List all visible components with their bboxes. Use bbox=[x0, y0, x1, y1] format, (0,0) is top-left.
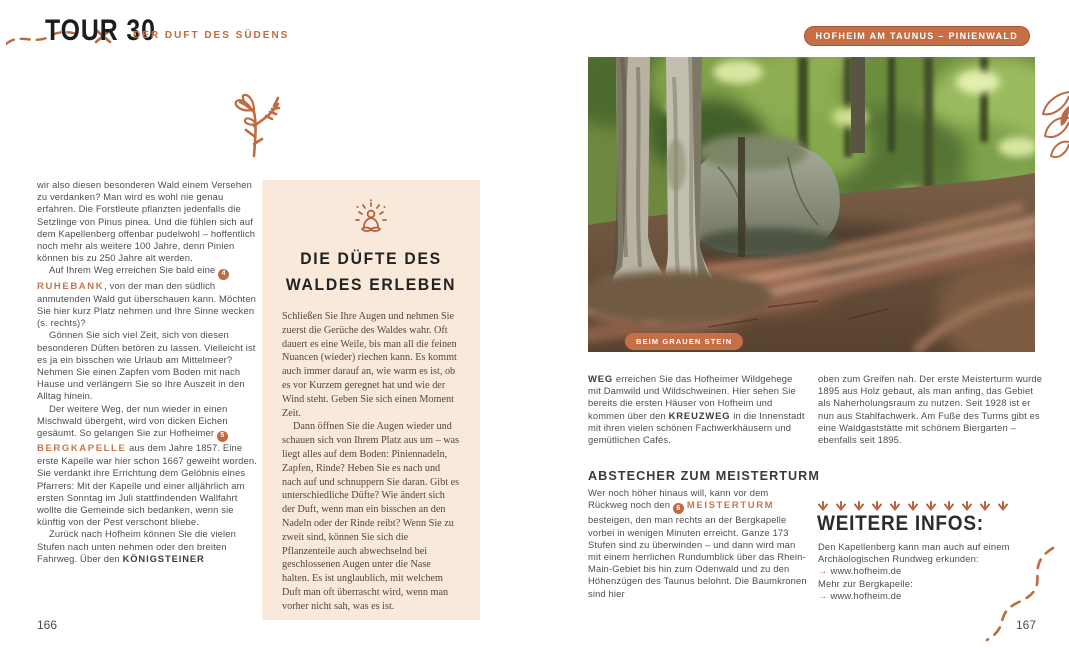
left-text-column bbox=[37, 179, 259, 565]
page-number-right: 167 bbox=[1015, 618, 1036, 632]
bird-track-icon bbox=[854, 501, 864, 511]
paragraph: Schließen Sie Ihre Augen und nehmen Sie zuerst die Gerüche des Waldes wahr. Oft dauert es eine Weile, bis man all die feinen Nuancen (wieder) riechen kann. Es kommt auch immer darauf an, wie warm es ist, ob es vor Kurzem geregnet hat und wie der Wind steht. Geben Sie sich einen Moment Zeit. bbox=[282, 311, 457, 419]
location-badge: HOFHEIM AM TAUNUS – PINIENWALD bbox=[804, 26, 1031, 46]
text-run: , von der man den südlich anmutenden Wald gut überschauen kann. Möchten Sie hier kurz Platz nehmen und Ihre Sinne wecken (s. rechts)? bbox=[37, 279, 257, 329]
paragraph bbox=[37, 528, 259, 565]
paragraph bbox=[37, 264, 259, 329]
box-body bbox=[262, 310, 480, 614]
bird-track-icon bbox=[962, 501, 972, 511]
bird-track-icon bbox=[836, 501, 846, 511]
paragraph: Dann öffnen Sie die Augen wieder und schauen sich von Ihrem Platz aus um – was liegt alles auf dem Boden: Piniennadeln, Zapfen, Rinde? Heben Sie es nach und nach auf und schnuppern Sie daran. Gibt es unterschiedliche Düfte? Wie ändert sich der Duft, wenn man ein bisschen an den Nadeln oder der Rinde reibt? Wenn Sie zu zweit sind, können Sie sich die Pflanzenteile auch abwechselnd bei geschlossenen Augen unter die Nase halten. Es ist unglaublich, mit welchem Duft man oft überrascht wird, wenn man vorher nicht sah, was es ist. bbox=[282, 421, 460, 612]
text-run: Zurück nach Hofheim können Sie die vielen Stufen nach unten nehmen oder den breiten Fahrweg. Über den bbox=[37, 528, 236, 564]
infos-line: Den Kapellenberg kann man auch auf einem Archäologischen Rundweg erkunden: bbox=[818, 541, 1010, 565]
bird-track-icon bbox=[998, 501, 1008, 511]
text-run: in die Innenstadt mit ihren vielen schönen Fachwerkhäusern und gemütlichen Cafés. bbox=[588, 409, 805, 446]
text-run: wir also diesen besonderen Wald einem Versehen zu verdanken? Man wird es wohl nie genau erfahren. Die Forstleute pflanzten jedenfalls die Setzlinge von Pinus pinea. Und die fühlen sich auf dem Kapellenberg offenbar pudelwohl – hoffentlich noch mehr als weitere 100 Jahre, denn Pinien können bis zu 250 Jahre alt werden. bbox=[37, 179, 256, 264]
waypoint-marker-meisterturm: 6 bbox=[673, 503, 684, 514]
link-arrow-icon: → bbox=[818, 589, 828, 601]
bird-track-divider bbox=[818, 501, 1008, 511]
infos-line: Mehr zur Bergkapelle: bbox=[818, 577, 913, 589]
keyword-weg: WEG bbox=[588, 373, 614, 384]
text-run: erreichen Sie das Hofheimer Wildgehege mit Damwild und Wildschweinen. Hier sehen Sie bereits die ersten Häuser von Hofheim und kommen über den bbox=[588, 373, 796, 421]
tour-title: TOUR 30 bbox=[45, 14, 156, 47]
bird-track-icon bbox=[926, 501, 936, 511]
hofheim-link-1[interactable]: www.hofheim.de bbox=[830, 565, 902, 577]
text-run: Wer noch höher hinaus will, kann vor dem Rückweg noch den bbox=[588, 487, 769, 511]
twig-icon bbox=[224, 92, 286, 158]
bird-track-icon bbox=[908, 501, 918, 511]
keyword-ruhebank: RUHEBANK bbox=[37, 280, 105, 292]
bird-track-icon bbox=[818, 501, 828, 511]
paragraph bbox=[37, 329, 259, 402]
bird-track-icon bbox=[890, 501, 900, 511]
bird-track-icon bbox=[980, 501, 990, 511]
box-title-line1: DIE DÜFTE DES bbox=[300, 250, 442, 268]
hofheim-link-2[interactable]: www.hofheim.de bbox=[830, 589, 902, 601]
paragraph bbox=[37, 403, 259, 529]
link-arrow-icon: → bbox=[818, 565, 828, 577]
waypoint-marker-ruhebank: 4 bbox=[218, 269, 229, 280]
keyword-meisterturm: MEISTERTURM bbox=[686, 500, 775, 512]
photo-caption-badge: BEIM GRAUEN STEIN bbox=[625, 333, 743, 350]
right-text-column-2 bbox=[818, 373, 1044, 446]
waypoint-marker-bergkapelle: 5 bbox=[217, 431, 228, 442]
box-title-line2: WALDES ERLEBEN bbox=[285, 276, 457, 294]
keyword-koenigsteiner: KÖNIGSTEINER bbox=[122, 552, 205, 564]
section-heading-meisterturm: ABSTECHER ZUM MEISTERTURM bbox=[588, 468, 820, 483]
paragraph bbox=[588, 487, 808, 600]
bird-track-icon bbox=[872, 501, 882, 511]
text-run: Gönnen Sie sich viel Zeit, sich von diesen besonderen Düften betören zu lassen. Vielleicht ist es ja ein bisschen wie Urlaub am Mittelmeer? Nehmen Sie einen Zapfen vom Boden mit nach Hause und verlängern Sie so Ihre Auszeit in den Alltag hinein. bbox=[37, 329, 256, 402]
paragraph bbox=[37, 179, 259, 264]
right-text-column-1 bbox=[588, 373, 806, 446]
box-title bbox=[267, 246, 474, 298]
meditation-icon bbox=[349, 198, 393, 240]
paragraph: oben zum Greifen nah. Der erste Meisterturm wurde 1895 aus Holz gebaut, als man anfing, das Gebiet als Naherholungsraum zu nutzen. Seit 1928 ist er nun aus Stahlfachwerk. Am Fuße des Turms gibt es eine Waldgaststätte mit schönem Biergarten – ebenfalls seit 1895. bbox=[818, 373, 1043, 446]
infos-heading: WEITERE INFOS: bbox=[817, 512, 984, 536]
text-run: aus dem Jahre 1857. Eine erste Kapelle war hier schon 1667 geweiht worden. Sie verdankt ihre Errichtung dem Gelöbnis eines Pfarrers: Mit der Kapelle und einer alljährlich am ersten Sonntag im Juli stattfindenden Wallfahrt wollte die Gemeinde sich bedanken, wenn sie künftig von der Pest verschont bliebe. bbox=[37, 442, 257, 528]
page-number-left: 166 bbox=[37, 618, 58, 632]
paragraph bbox=[588, 373, 806, 446]
keyword-bergkapelle: BERGKAPELLE bbox=[37, 443, 127, 455]
right-text-column-1b bbox=[588, 487, 808, 600]
forest-photo bbox=[588, 57, 1035, 352]
keyword-kreuzweg: KREUZWEG bbox=[668, 409, 731, 421]
text-run: Auf Ihrem Weg erreichen Sie bald eine bbox=[49, 264, 219, 276]
bird-track-icon bbox=[944, 501, 954, 511]
text-run: Der weitere Weg, der nun wieder in einen Mischwald übergeht, wird von dicken Eichen gesäumt. So gelangen Sie zur Hofheimer bbox=[37, 402, 228, 438]
dashed-trail-icon bbox=[971, 546, 1055, 644]
text-run: besteigen, den man rechts an der Bergkapelle vorbei in wenigen Minuten erreicht. Ganze 173 Stufen sind zu überwinden – und dann wird man mit einem herrlichen Rundumblick über das Rhein-Main-Gebiet bis hin zum Odenwald und zu den Höhenzügen des Taunus belohnt. Die Baumkronen sind hier bbox=[588, 514, 807, 599]
tour-subtitle: DER DUFT DES SÜDENS bbox=[133, 30, 290, 41]
scent-experience-box bbox=[262, 180, 480, 620]
corner-leaf-icon bbox=[1037, 84, 1069, 174]
